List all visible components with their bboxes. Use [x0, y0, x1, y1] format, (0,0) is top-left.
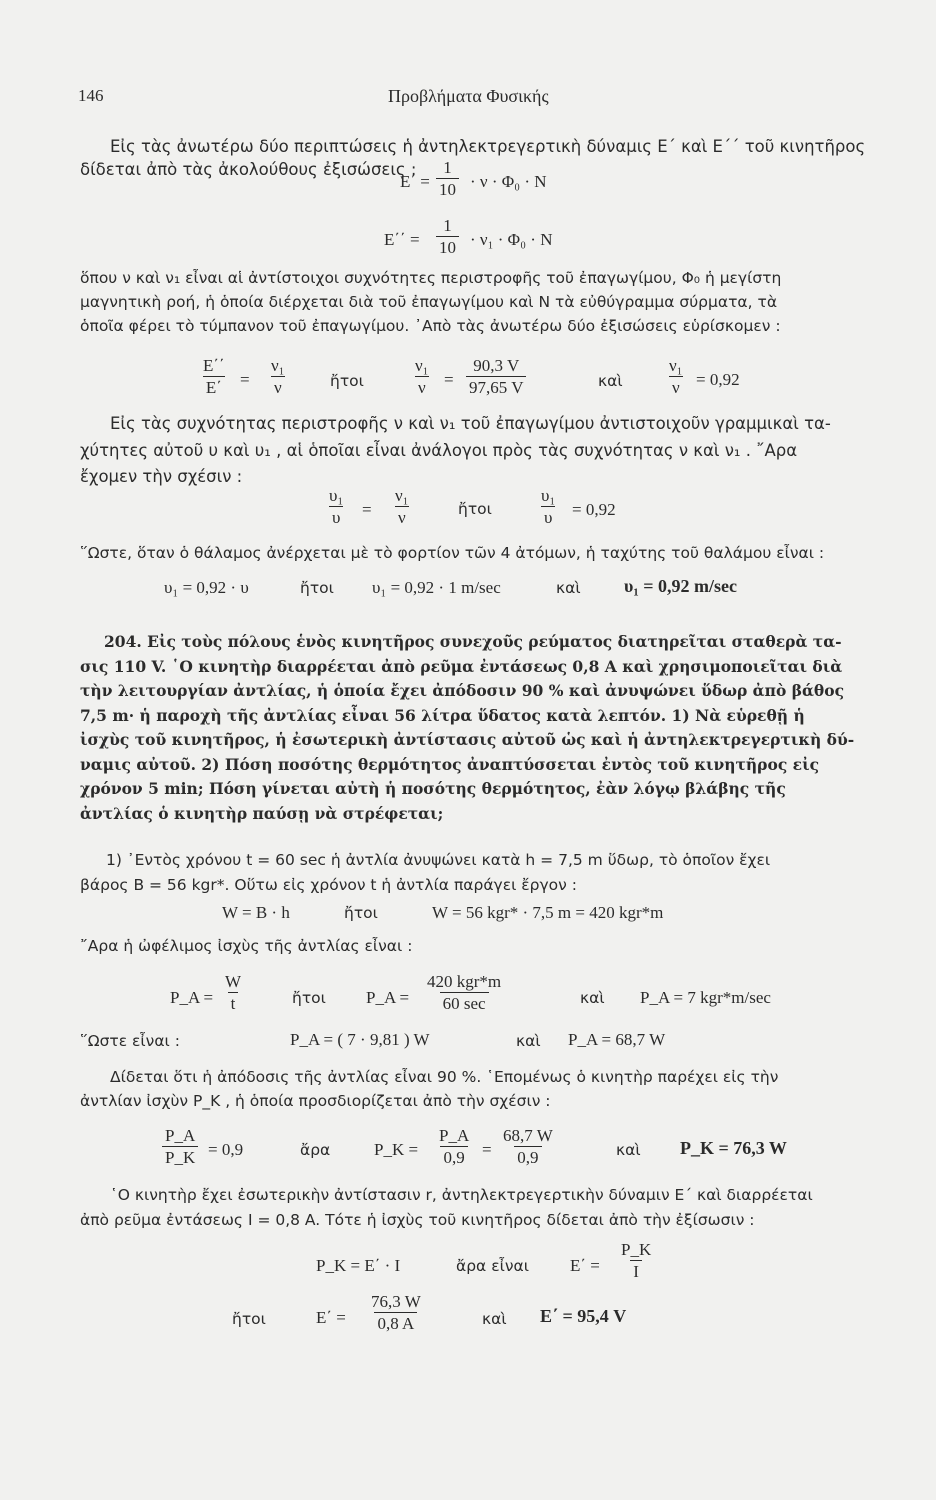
pk-fraction-values — [500, 1126, 556, 1167]
fraction-numerator: P_A — [165, 1126, 196, 1145]
pk-fraction-ratio — [162, 1126, 198, 1167]
fraction-denominator: 0,8 A — [374, 1312, 417, 1333]
word-kai: καὶ — [482, 1310, 507, 1328]
fraction-numerator: P_K — [621, 1240, 652, 1259]
fraction-numerator: 1 — [443, 158, 452, 177]
conclusion-line: ῞Ωστε, ὅταν ὁ θάλαμος ἀνέρχεται μὲ τὸ φορτίον τῶν 4 ἀτόμων, ἡ ταχύτης τοῦ θαλάμου εἶναι : — [80, 544, 825, 562]
equation-e-double-prime-lhs: E΄΄ = — [384, 230, 420, 249]
fraction-denominator: 10 — [436, 178, 459, 199]
fraction-numerator: P_A — [439, 1126, 470, 1145]
fraction-denominator: υ — [541, 506, 555, 527]
ratio-result: = 0,92 — [696, 370, 740, 389]
fraction-numerator: ν₁ — [271, 356, 285, 375]
text-line: 7,5 m· ἡ παροχὴ τῆς ἀντλίας εἶναι 56 λίτρα ὕδατος κατὰ λεπτόν. 1) Νὰ εὑρεθῇ ἡ — [80, 705, 805, 725]
word-kai: καὶ — [556, 579, 581, 597]
fraction-numerator: ν₁ — [415, 356, 429, 375]
speed-fraction-u2 — [538, 486, 558, 527]
pk-eq-09: = 0,9 — [208, 1140, 244, 1159]
text-line: ῾Ο κινητὴρ ἔχει ἐσωτερικὴν ἀντίστασιν r, ἀντηλεκτρεγερτικὴν δύναμιν E΄ καὶ διαρρέεται — [110, 1186, 813, 1204]
work-equation-a: W = B · h — [222, 903, 290, 922]
equals-sign: = — [482, 1140, 492, 1159]
text-line: μαγνητικὴ ροή, ἡ ὁποία διέρχεται διὰ τοῦ ἐπαγωγίμου καὶ N τὰ εὐθύγραμμα σύρματα, τὰ — [80, 293, 778, 311]
fraction-denominator: ν — [415, 376, 429, 397]
efficiency-paragraph — [110, 1066, 892, 1089]
equation-e-prime-rhs: · ν · Φ₀ · N — [470, 172, 547, 191]
text-line: ὁποῖα φέρει τὸ τύμπανον τοῦ ἐπαγωγίμου. ᾿Απὸ τὰς ἀνωτέρω δύο ἐξισώσεις εὑρίσκομεν : — [80, 317, 781, 335]
text-line: σις 110 V. ῾Ο κινητὴρ διαρρέεται ἀπὸ ρεῦμα ἐντάσεως 0,8 A καὶ χρησιμοποιεῖται διὰ — [80, 656, 843, 676]
text-line: χύτητες αὐτοῦ υ καὶ υ₁ , αἱ ὁποῖαι εἶναι ἀνάλογοι πρὸς τὰς συχνότητας ν καὶ ν₁ . ῎Αρα — [80, 441, 798, 460]
pa-fraction-values — [424, 972, 504, 1013]
text-line: ἀντλίαν ἰσχὺν P_K , ἡ ὁποία προσδιορίζεται ἀπὸ τὴν σχέσιν : — [80, 1092, 551, 1110]
motor-paragraph-cont — [80, 1209, 892, 1232]
text-line: ναμις αὐτοῦ. 2) Πόση ποσότης θερμότητος ἀναπτύσσεται ἐντὸς τοῦ κινητῆρος εἰς — [80, 754, 820, 774]
e-prime-lhs: E΄ = — [570, 1256, 600, 1275]
fraction-denominator: ν — [395, 506, 409, 527]
intro-paragraph — [110, 135, 892, 158]
useful-power-line: ῎Αρα ἡ ὠφέλιμος ἰσχὺς τῆς ἀντλίας εἶναι : — [80, 937, 413, 955]
e-prime-result: E΄ = 95,4 V — [540, 1306, 627, 1326]
word-htoi: ἤτοι — [344, 904, 378, 922]
pa2-b: P_A = 68,7 W — [568, 1030, 666, 1049]
solution-step-1 — [80, 848, 892, 898]
text-line: δίδεται ἀπὸ τὰς ἀκολούθους ἐξισώσεις : — [80, 160, 417, 179]
problem-204-statement — [80, 630, 892, 826]
text-line: ἔχομεν τὴν σχέσιν : — [80, 467, 243, 486]
word-ara-einai: ἄρα εἶναι — [456, 1257, 529, 1275]
fraction-numerator: 76,3 W — [371, 1292, 421, 1311]
text-line: Εἰς τὰς συχνότητας περιστροφῆς ν καὶ ν₁ τοῦ ἐπαγωγίμου ἀντιστοιχοῦν γραμμικαὶ τα- — [110, 414, 831, 433]
fraction-denominator: 60 sec — [440, 992, 489, 1013]
fraction-denominator: t — [228, 992, 239, 1013]
fraction-denominator: I — [630, 1260, 642, 1281]
text-line: ἀπὸ ρεῦμα ἐντάσεως I = 0,8 A. Τότε ἡ ἰσχὺς τοῦ κινητῆρος δίδεται ἀπὸ τὴν ἐξίσωσιν : — [80, 1211, 755, 1229]
ratio-fraction-nu3 — [666, 356, 686, 397]
fraction-denominator: 10 — [436, 236, 459, 257]
equation-e-double-prime-fraction — [436, 216, 459, 257]
pk-fraction-pa — [436, 1126, 472, 1167]
pa-lhs-2: P_A = — [366, 988, 410, 1007]
fraction-numerator: 90,3 V — [473, 356, 520, 375]
text-line: ἀντλίας ὁ κινητὴρ παύσῃ νὰ στρέφεται; — [80, 803, 444, 823]
equals-sign: = — [362, 500, 372, 519]
word-htoi: ἤτοι — [458, 500, 492, 518]
equation-e-prime-lhs: E΄ = — [400, 172, 430, 191]
e-prime-values-fraction — [368, 1292, 424, 1333]
fraction-numerator: υ₁ — [541, 486, 556, 505]
speed-ratio-result: = 0,92 — [572, 500, 616, 519]
word-kai: καὶ — [598, 372, 623, 390]
pk-power-equation: P_K = E΄ · I — [316, 1256, 401, 1275]
fraction-denominator: ν — [669, 376, 683, 397]
pa2-a: P_A = ( 7 · 9,81 ) W — [290, 1030, 430, 1049]
speed-paragraph — [110, 412, 892, 435]
word-kai: καὶ — [616, 1141, 641, 1159]
fraction-denominator: E΄ — [203, 376, 225, 397]
text-line: χρόνον 5 min; Πόση γίνεται αὐτὴ ἡ ποσότης θερμότητος, ἐὰν λόγῳ βλάβης τῆς — [80, 779, 786, 798]
word-kai: καὶ — [516, 1032, 541, 1050]
fraction-numerator: 420 kgr*m — [427, 972, 502, 991]
fraction-denominator: P_K — [162, 1146, 198, 1167]
fraction-numerator: 1 — [443, 216, 452, 235]
pa2-label: ῞Ωστε εἶναι : — [80, 1032, 180, 1050]
final-speed-result: υ₁ = 0,92 m/sec — [624, 576, 737, 596]
equation-e-prime-fraction — [436, 158, 459, 199]
pk-lhs: P_K = — [374, 1140, 419, 1159]
text-line: Δίδεται ὅτι ἡ ἀπόδοσις τῆς ἀντλίας εἶναι 90 %. ῾Επομένως ὁ κινητὴρ παρέχει εἰς τὴν — [110, 1068, 779, 1086]
fraction-numerator: W — [225, 972, 242, 991]
word-htoi: ἤτοι — [292, 989, 326, 1007]
pa-fraction-w-t — [222, 972, 244, 1013]
fraction-numerator: ν₁ — [395, 486, 409, 505]
fraction-denominator: ν — [271, 376, 285, 397]
equals-sign: = — [240, 370, 250, 389]
final-speed-b: υ₁ = 0,92 · 1 m/sec — [372, 578, 501, 597]
ratio-fraction-nu2 — [412, 356, 432, 397]
text-line: 204. Εἰς τοὺς πόλους ἑνὸς κινητῆρος συνεχοῦς ρεύματος διατηρεῖται σταθερὰ τα- — [104, 632, 842, 651]
fraction-numerator: E΄΄ — [203, 356, 225, 375]
equals-sign: = — [444, 370, 454, 389]
speed-paragraph-cont — [80, 438, 892, 490]
efficiency-paragraph-cont — [80, 1090, 892, 1113]
ratio-fraction-nu — [268, 356, 288, 397]
text-line: Εἰς τὰς ἀνωτέρω δύο περιπτώσεις ἡ ἀντηλεκτρεγερτικὴ δύναμις E΄ καὶ E΄΄ τοῦ κινητῆρος — [110, 137, 866, 156]
fraction-numerator: ν₁ — [669, 356, 683, 375]
text-line: τὴν λειτουργίαν ἀντλίας, ἡ ὁποία ἔχει ἀπόδοσιν 90 % καὶ ἀνυψώνει ὕδωρ ἀπὸ βάθος — [80, 681, 845, 700]
ratio-fraction-voltage — [466, 356, 526, 397]
word-kai: καὶ — [580, 989, 605, 1007]
pk-result: P_K = 76,3 W — [680, 1138, 787, 1158]
page-number: 146 — [78, 86, 104, 105]
e-prime-lhs-2: E΄ = — [316, 1308, 346, 1327]
ratio-fraction-e — [200, 356, 228, 397]
fraction-denominator: υ — [329, 506, 343, 527]
pa-lhs: P_A = — [170, 988, 214, 1007]
text-line: ὅπου ν καὶ ν₁ εἶναι αἱ ἀντίστοιχοι συχνότητες περιστροφῆς τοῦ ἐπαγωγίμου, Φ₀ ἡ μεγίστη — [80, 269, 782, 287]
word-htoi: ἤτοι — [330, 372, 364, 390]
equation-e-double-prime-rhs: · ν₁ · Φ₀ · N — [470, 230, 553, 249]
final-speed-a: υ₁ = 0,92 · υ — [164, 578, 249, 597]
word-ara: ἄρα — [300, 1141, 331, 1159]
fraction-numerator: υ₁ — [329, 486, 344, 505]
fraction-denominator: 0,9 — [440, 1146, 467, 1167]
motor-paragraph — [110, 1184, 892, 1207]
pa-result: P_A = 7 kgr*m/sec — [640, 988, 771, 1007]
fraction-denominator: 97,65 V — [466, 376, 526, 397]
speed-fraction-nu — [392, 486, 412, 527]
e-prime-fraction — [618, 1240, 654, 1281]
fraction-numerator: 68,7 W — [503, 1126, 553, 1145]
word-htoi: ἤτοι — [300, 579, 334, 597]
word-htoi: ἤτοι — [232, 1310, 266, 1328]
speed-fraction-u — [326, 486, 346, 527]
text-line: 1) ᾿Εντὸς χρόνου t = 60 sec ἡ ἀντλία ἀνυψώνει κατὰ h = 7,5 m ὕδωρ, τὸ ὁποῖον ἔχει — [106, 851, 771, 869]
running-title: Προβλήματα Φυσικής — [388, 86, 549, 106]
explanation-paragraph — [80, 266, 892, 338]
work-equation-b: W = 56 kgr* · 7,5 m = 420 kgr*m — [432, 903, 664, 922]
text-line: ἰσχὺς τοῦ κινητῆρος, ἡ ἐσωτερικὴ ἀντίστασις αὐτοῦ ὡς καὶ ἡ ἀντηλεκτρεγερτικὴ δύ- — [80, 730, 855, 749]
text-line: βάρος B = 56 kgr*. Οὕτω εἰς χρόνον t ἡ ἀντλία παράγει ἔργον : — [80, 876, 577, 894]
fraction-denominator: 0,9 — [514, 1146, 541, 1167]
